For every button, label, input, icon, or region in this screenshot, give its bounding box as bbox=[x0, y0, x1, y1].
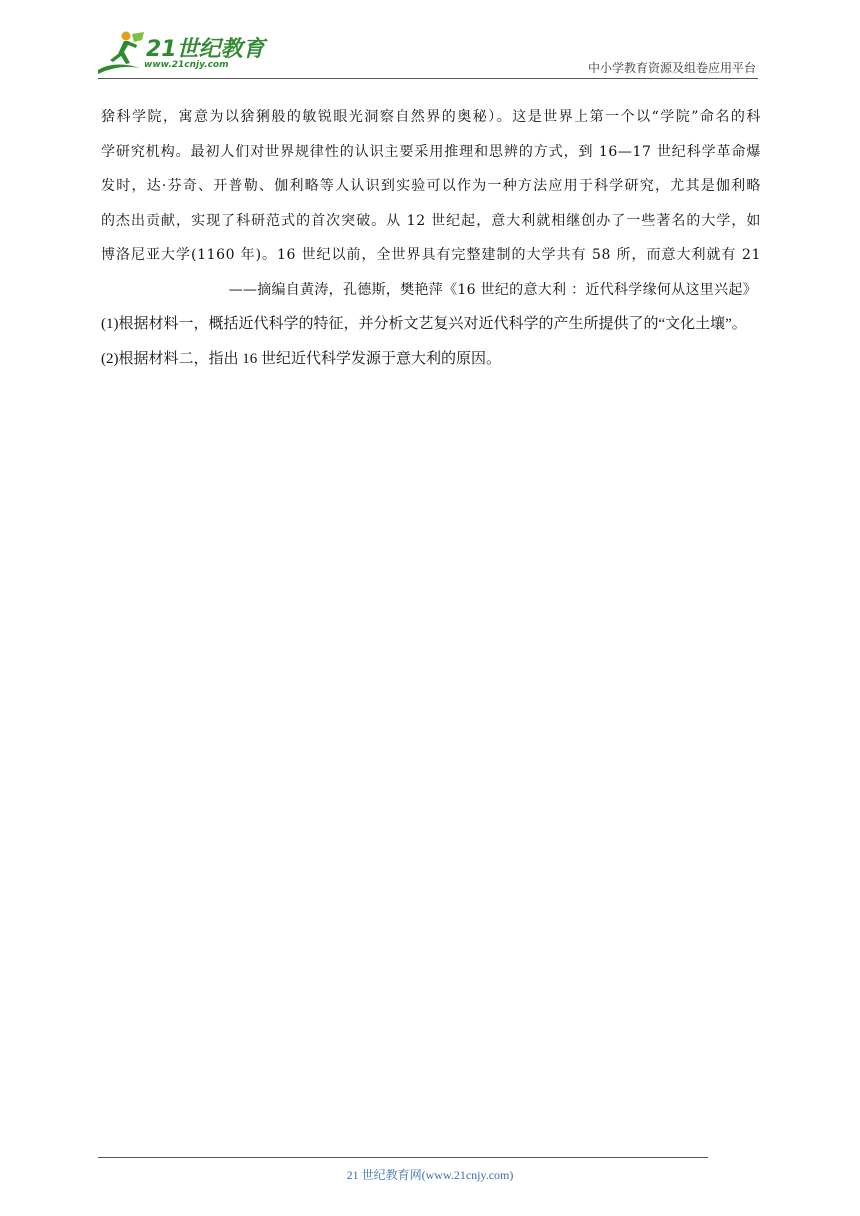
material-line: 学研究机构。最初人们对世界规律性的认识主要采用推理和思辨的方式，到 16—17 世纪科学革命爆 bbox=[101, 143, 761, 160]
document-body bbox=[101, 100, 761, 376]
logo-url: www.21cnjy.com bbox=[144, 60, 229, 70]
header-divider bbox=[98, 78, 758, 79]
material-line: 猞科学院，寓意为以猞猁般的敏锐眼光洞察自然界的奥秘）。这是世界上第一个以“学院”命名的科 bbox=[101, 109, 761, 125]
footer-link[interactable]: 21 世纪教育网(www.21cnjy.com) bbox=[346, 1168, 514, 1182]
material-line: 博洛尼亚大学(1160 年)。16 世纪以前，全世界具有完整建制的大学共有 58 所，而意大利就有 21 bbox=[101, 247, 761, 263]
material-line: 发时，达·芬奇、开普勒、伽利略等人认识到实验可以作为一种方法应用于科学研究，尤其是伽利略 bbox=[101, 178, 761, 194]
site-logo[interactable] bbox=[96, 30, 266, 80]
running-figure-icon bbox=[96, 30, 146, 76]
question-2: (2)根据材料二，指出 16 世纪近代科学发源于意大利的原因。 bbox=[101, 350, 501, 367]
logo-title: 21世纪教育 bbox=[146, 37, 265, 62]
platform-name: 中小学教育资源及组卷应用平台 bbox=[587, 61, 756, 75]
material-source: ——摘编自黄涛，孔德斯，樊艳萍《16 世纪的意大利 ：近代科学缘何从这里兴起》 bbox=[228, 281, 757, 298]
question-1: (1)根据材料一，概括近代科学的特征，并分析文艺复兴对近代科学的产生所提供了的“文化土壤”。 bbox=[101, 316, 747, 332]
material-line: 的杰出贡献，实现了科研范式的首次突破。从 12 世纪起，意大利就相继创办了一些著名的大学，如 bbox=[101, 212, 761, 229]
page-header bbox=[0, 0, 860, 82]
footer-divider bbox=[98, 1157, 708, 1158]
